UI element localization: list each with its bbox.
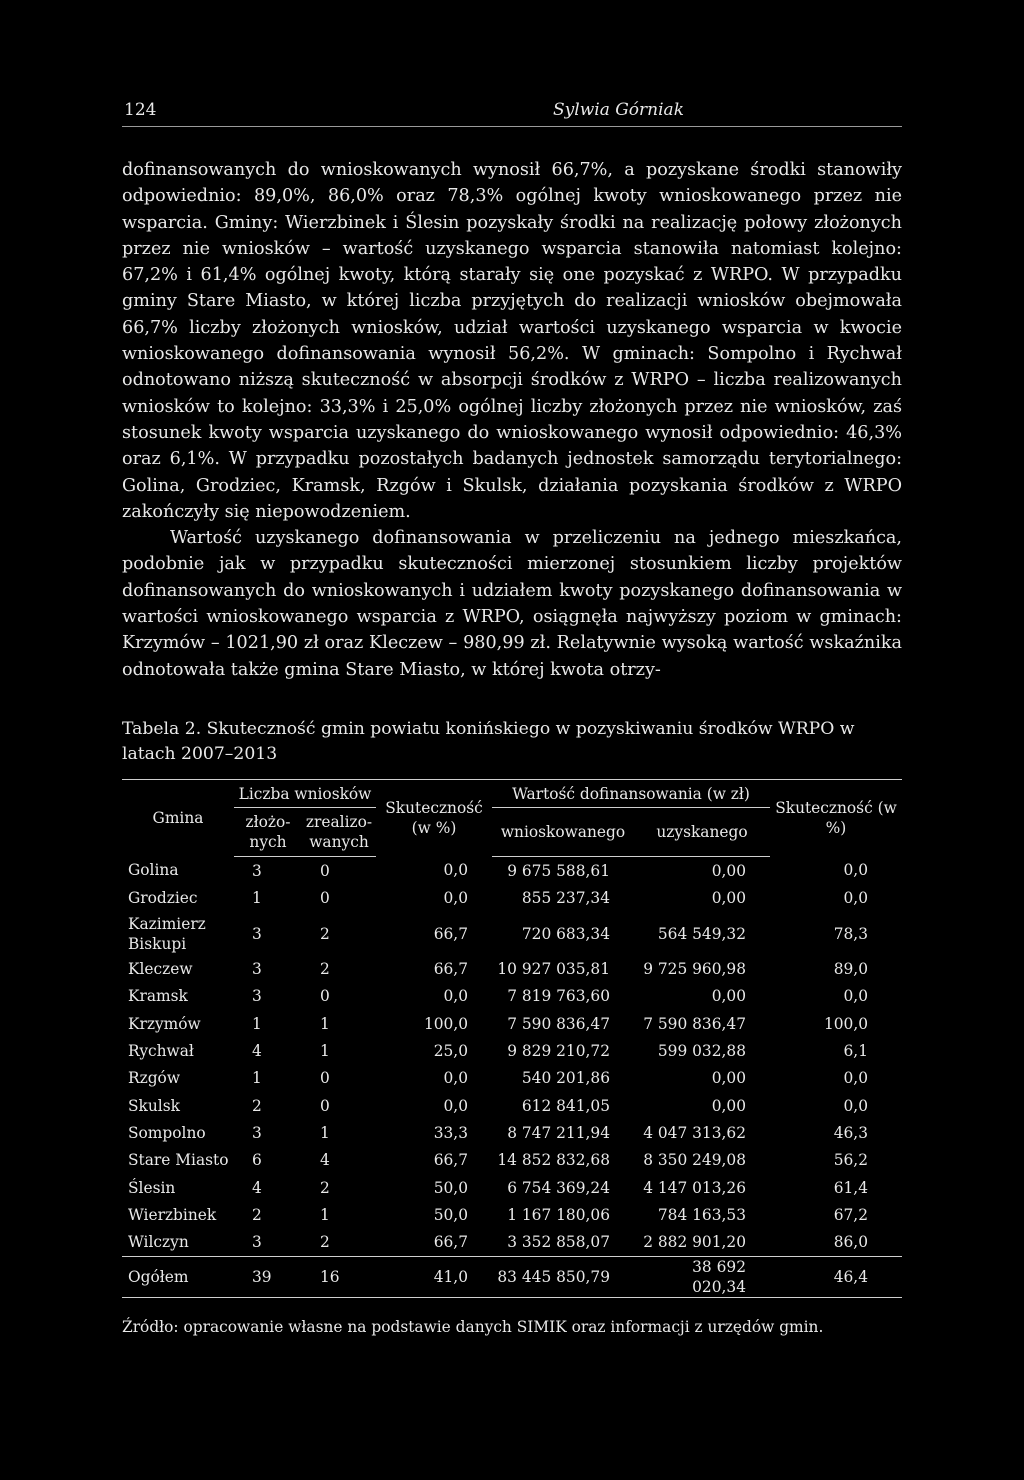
cell-skut2: 6,1 — [843, 1042, 868, 1061]
body-text — [122, 157, 902, 683]
cell-skut2: 46,3 — [833, 1123, 868, 1142]
cell-skut1: 100,0 — [423, 1014, 468, 1033]
cell-skut2: 0,0 — [843, 987, 868, 1006]
header-skutecznosc-1: Skuteczność (w %) — [376, 779, 492, 856]
cell-zlozone: 1 — [252, 1014, 262, 1033]
cell-skut1: 66,7 — [433, 1233, 468, 1252]
header-zrealizowanych: zrealizo-wanych — [302, 807, 376, 856]
cell-skut2: 46,4 — [770, 1256, 902, 1297]
cell-zrealizowane: 2 — [320, 1178, 330, 1197]
table-row — [122, 856, 902, 884]
cell-wnioskowane: 7 590 836,47 — [507, 1014, 610, 1033]
cell-uzyskane: 2 882 901,20 — [643, 1233, 746, 1252]
cell-zlozone: 1 — [252, 888, 262, 907]
running-author: Sylwia Górniak — [553, 100, 684, 120]
cell-skut1: 50,0 — [433, 1178, 468, 1197]
cell-wnioskowane: 14 852 832,68 — [497, 1151, 610, 1170]
paragraph: dofinansowanych do wnioskowanych wynosił 66,7%, a pozyskane środki stanowiły odpowiednio: 89,0%, 86,0% oraz 78,3% ogólnej kwoty wnioskowanego przez nie wsparcia. Gminy: Wierzbinek i Ślesin pozyskały środki na realizację połowy złożonych przez nie wniosków – wartość uzyskanego wsparcia stanowiła natomiast kolejno: 67,2% i 61,4% ogólnej kwoty, którą starały się one pozyskać z WRPO. W przypadku gminy Stare Miasto, w której liczba przyjętych do realizacji wniosków obejmowała 66,7% liczby złożonych wniosków, udział wartości uzyskanego wsparcia w kwocie wnioskowanego dofinansowania wynosił 56,2%. W gminach: Sompolno i Rychwał odnotowano niższą skuteczność w absorpcji środków z WRPO – liczba realizowanych wniosków to kolejno: 33,3% i 25,0% ogólnej liczby złożonych przez nie wniosków, zaś stosunek kwoty wsparcia uzyskanego do wnioskowanego wynosił odpowiednio: 46,3% oraz 6,1%. W przypadku pozostałych badanych jednostek samorządu terytorialnego: Golina, Grodziec, Kramsk, Rzgów i Skulsk, działania pozyskania środków z WRPO zakończyły się niepowodzeniem. — [122, 160, 902, 522]
cell-gmina: Krzymów — [128, 1014, 201, 1033]
cell-zrealizowane: 1 — [320, 1205, 330, 1224]
header-gmina: Gmina — [122, 779, 234, 856]
cell-uzyskane: 38 692 020,34 — [634, 1256, 770, 1297]
cell-uzyskane: 0,00 — [711, 861, 746, 880]
cell-skut2: 0,0 — [843, 1096, 868, 1115]
cell-zlozone: 3 — [252, 924, 262, 943]
cell-skut2: 61,4 — [833, 1178, 868, 1197]
header-zlozonych: złożo-nych — [234, 807, 302, 856]
cell-skut2: 56,2 — [833, 1151, 868, 1170]
cell-skut1: 66,7 — [433, 960, 468, 979]
table-row — [122, 983, 902, 1010]
cell-zrealizowane: 1 — [320, 1042, 330, 1061]
cell-uzyskane: 0,00 — [711, 987, 746, 1006]
cell-skut2: 100,0 — [823, 1014, 868, 1033]
cell-uzyskane: 784 163,53 — [657, 1205, 746, 1224]
cell-wnioskowane: 612 841,05 — [521, 1096, 610, 1115]
cell-zlozone: 3 — [252, 861, 262, 880]
header-wnioskowanego: wnioskowanego — [492, 807, 634, 856]
table-row — [122, 1010, 902, 1037]
cell-skut1: 0,0 — [443, 1069, 468, 1088]
cell-gmina: Kramsk — [128, 987, 188, 1006]
cell-wnioskowane: 9 829 210,72 — [507, 1042, 610, 1061]
cell-gmina: Sompolno — [128, 1123, 206, 1142]
table-row — [122, 884, 902, 911]
cell-zlozone: 39 — [234, 1256, 302, 1297]
cell-skut1: 0,0 — [443, 888, 468, 907]
cell-skut2: 0,0 — [843, 888, 868, 907]
cell-gmina: Ślesin — [128, 1178, 176, 1197]
header-wartosc: Wartość dofinansowania (w zł) — [492, 779, 770, 807]
table-row — [122, 1092, 902, 1119]
cell-zlozone: 3 — [252, 1123, 262, 1142]
table-caption: Tabela 2. Skuteczność gmin powiatu konińskiego w pozyskiwaniu środków WRPO w latach 2007–2013 — [122, 718, 855, 764]
cell-zrealizowane: 16 — [302, 1256, 376, 1297]
cell-zlozone: 6 — [252, 1151, 262, 1170]
cell-zrealizowane: 0 — [320, 987, 330, 1006]
cell-skut1: 25,0 — [433, 1042, 468, 1061]
table-row — [122, 1174, 902, 1201]
cell-zrealizowane: 0 — [320, 1096, 330, 1115]
table-row — [122, 1229, 902, 1257]
cell-wnioskowane: 9 675 588,61 — [507, 861, 610, 880]
header-liczba-wnioskow: Liczba wniosków — [234, 779, 376, 807]
cell-zrealizowane: 2 — [320, 1233, 330, 1252]
table-source-note: Źródło: opracowanie własne na podstawie danych SIMIK oraz informacji z urzędów gmin. — [122, 1317, 824, 1336]
table-row — [122, 956, 902, 983]
cell-skut2: 0,0 — [843, 1069, 868, 1088]
cell-uzyskane: 4 047 313,62 — [643, 1123, 746, 1142]
cell-skut1: 50,0 — [433, 1205, 468, 1224]
cell-gmina: Golina — [128, 861, 179, 880]
page-number: 124 — [124, 100, 157, 120]
cell-zlozone: 4 — [252, 1178, 262, 1197]
table-row — [122, 1037, 902, 1064]
cell-zrealizowane: 0 — [320, 1069, 330, 1088]
cell-wnioskowane: 83 445 850,79 — [492, 1256, 634, 1297]
cell-uzyskane: 0,00 — [711, 888, 746, 907]
cell-skut2: 67,2 — [833, 1205, 868, 1224]
cell-wnioskowane: 10 927 035,81 — [497, 960, 610, 979]
document-page — [122, 100, 902, 1336]
header-skutecznosc-2: Skuteczność (w %) — [770, 779, 902, 856]
cell-skut2: 86,0 — [833, 1233, 868, 1252]
cell-zlozone: 2 — [252, 1096, 262, 1115]
cell-skut2: 0,0 — [843, 861, 868, 880]
cell-wnioskowane: 540 201,86 — [521, 1069, 610, 1088]
cell-zrealizowane: 0 — [320, 888, 330, 907]
cell-wnioskowane: 3 352 858,07 — [507, 1233, 610, 1252]
table-row — [122, 1119, 902, 1146]
cell-zrealizowane: 4 — [320, 1151, 330, 1170]
cell-wnioskowane: 8 747 211,94 — [507, 1123, 610, 1142]
cell-wnioskowane: 6 754 369,24 — [507, 1178, 610, 1197]
results-table — [122, 779, 902, 1298]
cell-gmina: Grodziec — [128, 888, 198, 907]
table-total-row — [122, 1256, 902, 1297]
cell-uzyskane: 599 032,88 — [657, 1042, 746, 1061]
cell-zlozone: 3 — [252, 987, 262, 1006]
cell-wnioskowane: 855 237,34 — [521, 888, 610, 907]
cell-uzyskane: 9 725 960,98 — [643, 960, 746, 979]
cell-gmina: Kleczew — [128, 960, 193, 979]
cell-wnioskowane: 7 819 763,60 — [507, 987, 610, 1006]
cell-zrealizowane: 1 — [320, 1123, 330, 1142]
cell-uzyskane: 564 549,32 — [657, 924, 746, 943]
table-row — [122, 912, 902, 956]
cell-zrealizowane: 1 — [320, 1014, 330, 1033]
header-uzyskanego: uzyskanego — [634, 807, 770, 856]
cell-zrealizowane: 2 — [320, 924, 330, 943]
cell-zrealizowane: 2 — [320, 960, 330, 979]
cell-gmina: Wilczyn — [128, 1233, 189, 1252]
cell-skut1: 41,0 — [376, 1256, 492, 1297]
cell-skut1: 33,3 — [433, 1123, 468, 1142]
table-row — [122, 1147, 902, 1174]
cell-skut1: 0,0 — [443, 1096, 468, 1115]
cell-gmina: Wierzbinek — [128, 1205, 217, 1224]
cell-skut2: 78,3 — [833, 924, 868, 943]
cell-uzyskane: 8 350 249,08 — [643, 1151, 746, 1170]
cell-zlozone: 3 — [252, 1233, 262, 1252]
paragraph: Wartość uzyskanego dofinansowania w przeliczeniu na jednego mieszkańca, podobnie jak w przypadku skuteczności mierzonej stosunkiem liczby projektów dofinansowanych do wnioskowanych i udziałem kwoty pozyskanego dofinansowania w wartości wnioskowanego wsparcia z WRPO, osiągnęła najwyższy poziom w gminach: Krzymów – 1021,90 zł oraz Kleczew – 980,99 zł. Relatywnie wysoką wartość wskaźnika odnotowała także gmina Stare Miasto, w której kwota otrzy- — [122, 528, 902, 680]
cell-gmina: Kazimierz Biskupi — [128, 914, 206, 953]
cell-gmina: Rzgów — [128, 1069, 180, 1088]
cell-skut1: 0,0 — [443, 987, 468, 1006]
cell-zlozone: 2 — [252, 1205, 262, 1224]
cell-gmina: Skulsk — [128, 1096, 180, 1115]
page-header — [122, 100, 902, 127]
cell-uzyskane: 4 147 013,26 — [643, 1178, 746, 1197]
cell-gmina: Ogółem — [122, 1256, 234, 1297]
table-row — [122, 1201, 902, 1228]
cell-wnioskowane: 1 167 180,06 — [507, 1205, 610, 1224]
cell-skut1: 66,7 — [433, 924, 468, 943]
cell-uzyskane: 7 590 836,47 — [643, 1014, 746, 1033]
table-row — [122, 1065, 902, 1092]
cell-wnioskowane: 720 683,34 — [521, 924, 610, 943]
cell-skut2: 89,0 — [833, 960, 868, 979]
cell-uzyskane: 0,00 — [711, 1069, 746, 1088]
cell-skut1: 0,0 — [443, 861, 468, 880]
cell-zrealizowane: 0 — [320, 861, 330, 880]
cell-zlozone: 3 — [252, 960, 262, 979]
cell-gmina: Stare Miasto — [128, 1151, 229, 1170]
cell-skut1: 66,7 — [433, 1151, 468, 1170]
cell-zlozone: 4 — [252, 1042, 262, 1061]
cell-gmina: Rychwał — [128, 1042, 194, 1061]
cell-uzyskane: 0,00 — [711, 1096, 746, 1115]
cell-zlozone: 1 — [252, 1069, 262, 1088]
